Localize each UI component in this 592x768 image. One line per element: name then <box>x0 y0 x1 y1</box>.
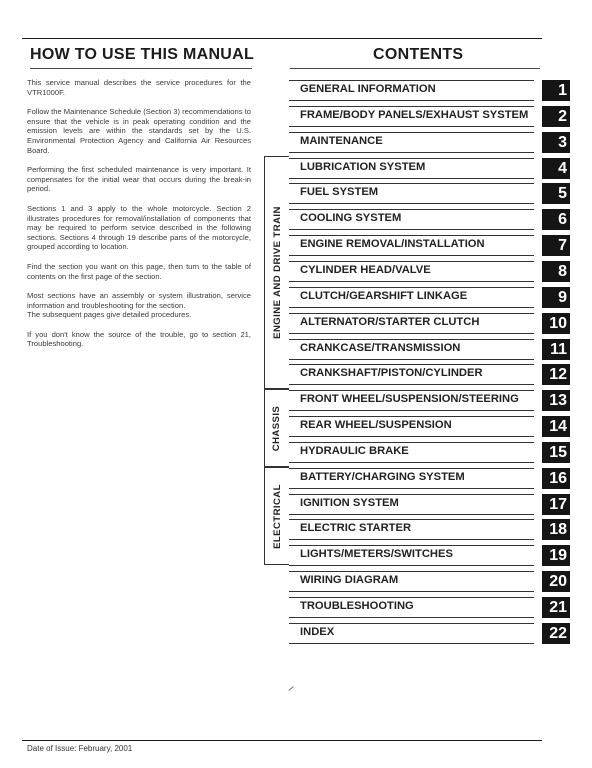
intro-text <box>27 78 251 359</box>
date-of-issue: Date of Issue: February, 2001 <box>27 744 133 753</box>
toc-rule <box>289 339 534 340</box>
section-number-tab[interactable]: 22 <box>542 623 570 644</box>
toc-entry[interactable] <box>289 571 570 592</box>
section-number-tab[interactable]: 17 <box>542 494 570 515</box>
toc-entry[interactable] <box>289 468 570 489</box>
toc-rule <box>289 643 534 644</box>
toc-entry-label: TROUBLESHOOTING <box>300 600 414 612</box>
section-number-tab[interactable]: 11 <box>542 339 570 360</box>
electrical-group-label: ELECTRICAL <box>271 483 283 549</box>
section-number-tab[interactable]: 6 <box>542 209 570 230</box>
section-number-tab[interactable]: 2 <box>542 106 570 127</box>
toc-entry[interactable] <box>289 623 570 644</box>
intro-paragraph: Sections 1 and 3 apply to the whole motorcycle. Section 2 illustrates procedures for removal/installation of components that may be required to perform service described in the following sections. Sections 4 through 19 describe parts of the motorcycle, grouped according to location. <box>27 203 251 252</box>
toc-entry[interactable] <box>289 390 570 411</box>
toc-rule <box>289 333 534 334</box>
toc-rule <box>289 416 534 417</box>
toc-rule <box>289 462 534 463</box>
section-number-tab[interactable]: 18 <box>542 519 570 540</box>
toc-rule <box>289 203 534 204</box>
toc-rule <box>289 209 534 210</box>
intro-paragraph: Most sections have an assembly or system illustration, service information and troubleshooting for the section. <box>27 291 251 310</box>
toc-entry[interactable] <box>289 132 570 153</box>
toc-rule <box>289 617 534 618</box>
contents-heading: CONTENTS <box>373 46 464 63</box>
intro-paragraph: Find the section you want on this page, then turn to the table of contents on the first page of the section. <box>27 261 251 281</box>
toc-rule <box>289 359 534 360</box>
section-number-tab[interactable]: 16 <box>542 468 570 489</box>
left-heading-underline <box>30 68 252 69</box>
toc-entry[interactable] <box>289 339 570 360</box>
intro-paragraph: Follow the Maintenance Schedule (Section 3) recommendations to ensure that the vehicle is in peak operating condition and the emission levels are within the standards set by the U.S. Environmental Protection Agency and California Air Resources Board. <box>27 107 251 155</box>
toc-entry-label: LIGHTS/METERS/SWITCHES <box>300 548 453 561</box>
toc-rule <box>289 364 534 365</box>
toc-rule <box>289 126 534 127</box>
toc-entry-label: CRANKSHAFT/PISTON/CYLINDER <box>300 367 483 380</box>
engine-group-bracket <box>264 156 289 389</box>
toc-entry[interactable] <box>289 158 570 179</box>
toc-entry-label: COOLING SYSTEM <box>300 212 402 225</box>
toc-entry[interactable] <box>289 364 570 385</box>
toc-entry-label: ENGINE REMOVAL/INSTALLATION <box>300 238 485 251</box>
toc-entry-label: REAR WHEEL/SUSPENSION <box>300 419 452 432</box>
toc-entry-label: WIRING DIAGRAM <box>300 574 399 587</box>
top-rule <box>22 38 542 39</box>
toc-rule <box>289 597 534 598</box>
toc-entry-label: INDEX <box>300 625 335 638</box>
stray-mark <box>288 686 293 691</box>
toc-rule <box>289 255 534 256</box>
toc-rule <box>289 519 534 520</box>
toc-rule <box>289 178 534 179</box>
section-number-tab[interactable]: 15 <box>542 442 570 463</box>
toc-entry[interactable] <box>289 416 570 437</box>
toc-entry-label: CYLINDER HEAD/VALVE <box>300 263 431 276</box>
toc-rule <box>289 545 534 546</box>
intro-paragraph: Performing the first scheduled maintenance is very important. It compensates for the initial wear that occurs during the break-in period. <box>27 165 251 194</box>
chassis-group-bracket <box>264 389 289 467</box>
toc-entry-label: FRONT WHEEL/SUSPENSION/STEERING <box>300 393 519 406</box>
toc-entry[interactable] <box>289 235 570 256</box>
toc-rule <box>289 539 534 540</box>
section-number-tab[interactable]: 20 <box>542 571 570 592</box>
section-number-tab[interactable]: 10 <box>542 313 570 334</box>
section-number-tab[interactable]: 5 <box>542 183 570 204</box>
toc-rule <box>289 183 534 184</box>
toc-entry-label: FUEL SYSTEM <box>300 186 379 199</box>
toc-rule <box>289 571 534 572</box>
toc-rule <box>289 229 534 230</box>
chassis-group-label: CHASSIS <box>271 405 283 451</box>
toc-rule <box>289 488 534 489</box>
toc-rule <box>289 591 534 592</box>
toc-rule <box>289 235 534 236</box>
toc-rule <box>289 623 534 624</box>
toc-rule <box>289 80 534 81</box>
section-number-tab[interactable]: 4 <box>542 158 570 179</box>
toc-rule <box>289 468 534 469</box>
toc-rule <box>289 436 534 437</box>
toc-rule <box>289 100 534 101</box>
toc-entry[interactable] <box>289 80 570 101</box>
toc-rule <box>289 384 534 385</box>
toc-rule <box>289 313 534 314</box>
toc-entry-label: CRANKCASE/TRANSMISSION <box>300 341 461 354</box>
toc-entry-label: CLUTCH/GEARSHIFT LINKAGE <box>300 289 468 302</box>
toc-rule <box>289 307 534 308</box>
section-number-tab[interactable]: 3 <box>542 132 570 153</box>
toc-rule <box>289 494 534 495</box>
toc-rule <box>289 390 534 391</box>
bottom-rule <box>22 740 542 741</box>
right-heading-underline <box>290 68 540 69</box>
toc-rule <box>289 106 534 107</box>
section-number-tab[interactable]: 7 <box>542 235 570 256</box>
toc-entry-label: GENERAL INFORMATION <box>300 83 436 95</box>
toc-entry[interactable] <box>289 597 570 618</box>
toc-entry-label: BATTERY/CHARGING SYSTEM <box>300 470 465 483</box>
how-to-use-heading: HOW TO USE THIS MANUAL <box>30 46 255 63</box>
section-number-tab[interactable]: 13 <box>542 390 570 411</box>
toc-entry[interactable] <box>289 545 570 566</box>
intro-paragraph: The subsequent pages give detailed procedures. <box>27 310 192 320</box>
section-number-tab[interactable]: 9 <box>542 287 570 308</box>
toc-entry[interactable] <box>289 183 570 204</box>
toc-entry[interactable] <box>289 209 570 230</box>
toc-rule <box>289 442 534 443</box>
toc-rule <box>289 287 534 288</box>
toc-entry[interactable] <box>289 106 570 127</box>
section-number-tab[interactable]: 12 <box>542 364 570 385</box>
toc-entry-label: IGNITION SYSTEM <box>300 496 399 509</box>
section-number-tab[interactable]: 8 <box>542 261 570 282</box>
toc-entry[interactable] <box>289 494 570 515</box>
toc-rule <box>289 158 534 159</box>
toc-entry-label: HYDRAULIC BRAKE <box>300 444 409 457</box>
toc-entry-label: LUBRICATION SYSTEM <box>300 160 426 173</box>
toc-rule <box>289 132 534 133</box>
electrical-group-bracket <box>264 467 289 565</box>
toc-entry[interactable] <box>289 313 570 334</box>
toc-rule <box>289 261 534 262</box>
toc-rule <box>289 565 534 566</box>
toc-entry[interactable] <box>289 442 570 463</box>
section-number-tab[interactable]: 21 <box>542 597 570 618</box>
toc-rule <box>289 514 534 515</box>
section-number-tab[interactable]: 14 <box>542 416 570 437</box>
toc-entry[interactable] <box>289 261 570 282</box>
intro-paragraph: This service manual describes the service procedures for the VTR1000F. <box>27 78 251 97</box>
toc-entry-label: FRAME/BODY PANELS/EXHAUST SYSTEM <box>300 108 529 121</box>
engine-group-label: ENGINE AND DRIVE TRAIN <box>271 206 283 339</box>
toc-entry[interactable] <box>289 287 570 308</box>
toc-entry-label: ALTERNATOR/STARTER CLUTCH <box>300 315 480 328</box>
toc-entry-label: ELECTRIC STARTER <box>300 522 412 535</box>
section-number-tab[interactable]: 19 <box>542 545 570 566</box>
toc-entry[interactable] <box>289 519 570 540</box>
intro-paragraph: If you don't know the source of the trouble, go to section 21, Troubleshooting. <box>27 329 251 349</box>
toc-rule <box>289 152 534 153</box>
section-number-tab[interactable]: 1 <box>542 80 570 101</box>
toc-entry-label: MAINTENANCE <box>300 134 383 147</box>
toc-rule <box>289 281 534 282</box>
toc-rule <box>289 410 534 411</box>
